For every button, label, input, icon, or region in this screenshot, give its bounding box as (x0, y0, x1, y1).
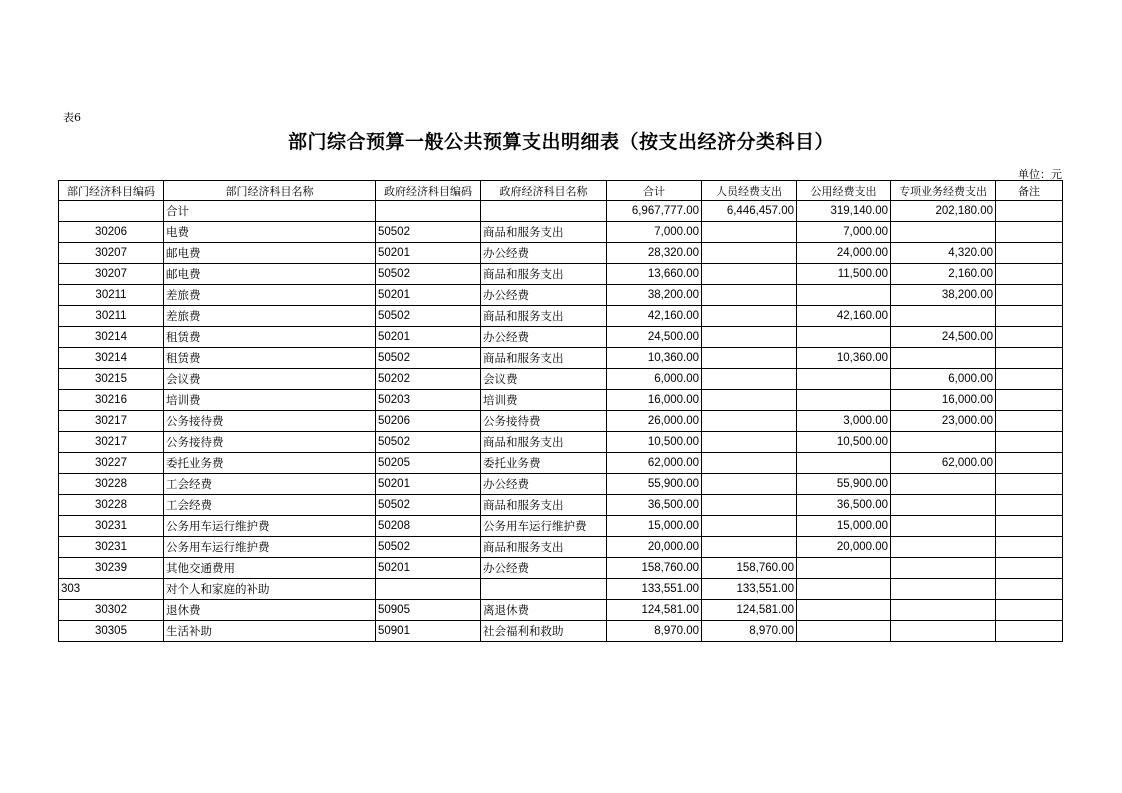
gov-name-cell: 办公经费 (481, 474, 607, 495)
special-cell (891, 348, 996, 369)
total-cell: 158,760.00 (607, 558, 702, 579)
remarks-cell (996, 516, 1063, 537)
gov-code-cell: 50502 (376, 348, 481, 369)
public-cell: 11,500.00 (797, 264, 891, 285)
total-cell: 124,581.00 (607, 600, 702, 621)
special-cell: 62,000.00 (891, 453, 996, 474)
dept-name-cell: 对个人和家庭的补助 (164, 579, 376, 600)
gov-name-cell: 商品和服务支出 (481, 537, 607, 558)
dept-code-cell: 30228 (59, 495, 164, 516)
header-gov-name: 政府经济科目名称 (481, 181, 607, 201)
remarks-cell (996, 243, 1063, 264)
special-cell: 6,000.00 (891, 369, 996, 390)
gov-name-cell: 办公经费 (481, 243, 607, 264)
remarks-cell (996, 537, 1063, 558)
table-body (59, 201, 1063, 642)
table-row (59, 453, 1063, 474)
remarks-cell (996, 306, 1063, 327)
personnel-cell (702, 306, 797, 327)
dept-name-cell: 租赁费 (164, 327, 376, 348)
special-cell (891, 621, 996, 642)
table-row (59, 537, 1063, 558)
dept-name-cell: 差旅费 (164, 285, 376, 306)
header-remarks: 备注 (996, 181, 1063, 201)
remarks-cell (996, 600, 1063, 621)
header-public: 公用经费支出 (797, 181, 891, 201)
gov-code-cell: 50203 (376, 390, 481, 411)
dept-code-cell: 30305 (59, 621, 164, 642)
personnel-cell (702, 495, 797, 516)
table-row (59, 348, 1063, 369)
gov-code-cell: 50201 (376, 285, 481, 306)
gov-code-cell: 50901 (376, 621, 481, 642)
public-cell: 24,000.00 (797, 243, 891, 264)
special-cell (891, 474, 996, 495)
special-cell: 38,200.00 (891, 285, 996, 306)
special-cell (891, 432, 996, 453)
gov-name-cell: 社会福利和救助 (481, 621, 607, 642)
gov-code-cell: 50201 (376, 558, 481, 579)
gov-name-cell: 商品和服务支出 (481, 348, 607, 369)
gov-code-cell: 50206 (376, 411, 481, 432)
gov-code-cell: 50502 (376, 495, 481, 516)
remarks-cell (996, 495, 1063, 516)
public-cell: 3,000.00 (797, 411, 891, 432)
gov-name-cell: 办公经费 (481, 558, 607, 579)
dept-code-cell: 30217 (59, 411, 164, 432)
table-header-row (59, 181, 1063, 201)
header-special: 专项业务经费支出 (891, 181, 996, 201)
personnel-cell: 6,446,457.00 (702, 201, 797, 222)
gov-code-cell (376, 579, 481, 600)
public-cell (797, 558, 891, 579)
total-cell: 8,970.00 (607, 621, 702, 642)
total-row (59, 201, 1063, 222)
dept-name-cell: 其他交通费用 (164, 558, 376, 579)
public-cell (797, 600, 891, 621)
gov-name-cell: 培训费 (481, 390, 607, 411)
personnel-cell (702, 390, 797, 411)
special-cell: 4,320.00 (891, 243, 996, 264)
remarks-cell (996, 558, 1063, 579)
remarks-cell (996, 432, 1063, 453)
gov-name-cell: 办公经费 (481, 327, 607, 348)
table-row (59, 558, 1063, 579)
special-cell (891, 306, 996, 327)
table-row (59, 222, 1063, 243)
gov-name-cell: 商品和服务支出 (481, 264, 607, 285)
personnel-cell (702, 327, 797, 348)
table-row (59, 621, 1063, 642)
dept-code-cell: 30207 (59, 264, 164, 285)
dept-code-cell (59, 201, 164, 222)
gov-code-cell: 50208 (376, 516, 481, 537)
table-row (59, 306, 1063, 327)
personnel-cell (702, 537, 797, 558)
table-row (59, 264, 1063, 285)
special-cell (891, 579, 996, 600)
public-cell: 42,160.00 (797, 306, 891, 327)
total-cell: 133,551.00 (607, 579, 702, 600)
public-cell (797, 621, 891, 642)
personnel-cell: 124,581.00 (702, 600, 797, 621)
gov-name-cell (481, 579, 607, 600)
special-cell: 24,500.00 (891, 327, 996, 348)
remarks-cell (996, 474, 1063, 495)
gov-name-cell: 会议费 (481, 369, 607, 390)
total-cell: 28,320.00 (607, 243, 702, 264)
gov-name-cell (481, 201, 607, 222)
dept-name-cell: 邮电费 (164, 243, 376, 264)
dept-name-cell: 差旅费 (164, 306, 376, 327)
table-row (59, 516, 1063, 537)
gov-code-cell: 50201 (376, 327, 481, 348)
header-total: 合计 (607, 181, 702, 201)
gov-name-cell: 离退休费 (481, 600, 607, 621)
remarks-cell (996, 201, 1063, 222)
total-cell: 10,500.00 (607, 432, 702, 453)
gov-name-cell: 公务用车运行维护费 (481, 516, 607, 537)
total-cell: 36,500.00 (607, 495, 702, 516)
gov-name-cell: 商品和服务支出 (481, 495, 607, 516)
remarks-cell (996, 222, 1063, 243)
personnel-cell: 8,970.00 (702, 621, 797, 642)
dept-name-cell: 培训费 (164, 390, 376, 411)
dept-name-cell: 公务用车运行维护费 (164, 537, 376, 558)
special-cell (891, 537, 996, 558)
dept-name-cell: 邮电费 (164, 264, 376, 285)
dept-name-cell: 公务接待费 (164, 411, 376, 432)
public-cell: 55,900.00 (797, 474, 891, 495)
total-cell: 7,000.00 (607, 222, 702, 243)
dept-name-cell: 生活补助 (164, 621, 376, 642)
public-cell (797, 390, 891, 411)
public-cell: 15,000.00 (797, 516, 891, 537)
total-cell: 62,000.00 (607, 453, 702, 474)
dept-name-cell: 公务用车运行维护费 (164, 516, 376, 537)
table-row (59, 369, 1063, 390)
dept-code-cell: 30211 (59, 306, 164, 327)
dept-name-cell: 公务接待费 (164, 432, 376, 453)
dept-code-cell: 30216 (59, 390, 164, 411)
gov-code-cell: 50201 (376, 243, 481, 264)
total-cell: 20,000.00 (607, 537, 702, 558)
public-cell: 10,500.00 (797, 432, 891, 453)
remarks-cell (996, 348, 1063, 369)
personnel-cell: 133,551.00 (702, 579, 797, 600)
header-dept-name: 部门经济科目名称 (164, 181, 376, 201)
table-row (59, 432, 1063, 453)
remarks-cell (996, 264, 1063, 285)
personnel-cell (702, 285, 797, 306)
total-cell: 15,000.00 (607, 516, 702, 537)
unit-label: 单位：元 (1018, 168, 1062, 181)
gov-code-cell: 50202 (376, 369, 481, 390)
total-cell: 16,000.00 (607, 390, 702, 411)
gov-code-cell: 50502 (376, 432, 481, 453)
header-dept-code: 部门经济科目编码 (59, 181, 164, 201)
dept-name-cell: 退休费 (164, 600, 376, 621)
total-cell: 10,360.00 (607, 348, 702, 369)
dept-code-cell: 30214 (59, 348, 164, 369)
table-row (59, 411, 1063, 432)
personnel-cell (702, 516, 797, 537)
special-cell (891, 600, 996, 621)
total-cell: 38,200.00 (607, 285, 702, 306)
dept-code-cell: 30206 (59, 222, 164, 243)
gov-code-cell: 50502 (376, 222, 481, 243)
personnel-cell (702, 369, 797, 390)
dept-name-cell: 合计 (164, 201, 376, 222)
remarks-cell (996, 390, 1063, 411)
total-cell: 55,900.00 (607, 474, 702, 495)
dept-code-cell: 30227 (59, 453, 164, 474)
personnel-cell (702, 432, 797, 453)
total-cell: 6,967,777.00 (607, 201, 702, 222)
dept-code-cell: 30231 (59, 537, 164, 558)
personnel-cell: 158,760.00 (702, 558, 797, 579)
remarks-cell (996, 579, 1063, 600)
personnel-cell (702, 264, 797, 285)
public-cell (797, 453, 891, 474)
gov-name-cell: 商品和服务支出 (481, 432, 607, 453)
special-cell (891, 222, 996, 243)
personnel-cell (702, 411, 797, 432)
public-cell: 7,000.00 (797, 222, 891, 243)
public-cell (797, 327, 891, 348)
personnel-cell (702, 348, 797, 369)
special-cell (891, 495, 996, 516)
dept-code-cell: 30302 (59, 600, 164, 621)
remarks-cell (996, 285, 1063, 306)
special-cell: 2,160.00 (891, 264, 996, 285)
table-row (59, 243, 1063, 264)
dept-code-cell: 30239 (59, 558, 164, 579)
remarks-cell (996, 369, 1063, 390)
gov-code-cell: 50205 (376, 453, 481, 474)
dept-code-cell: 30228 (59, 474, 164, 495)
gov-code-cell: 50502 (376, 306, 481, 327)
public-cell: 36,500.00 (797, 495, 891, 516)
dept-name-cell: 租赁费 (164, 348, 376, 369)
table-row (59, 474, 1063, 495)
table-row (59, 327, 1063, 348)
dept-name-cell: 会议费 (164, 369, 376, 390)
gov-name-cell: 公务接待费 (481, 411, 607, 432)
total-cell: 24,500.00 (607, 327, 702, 348)
total-cell: 6,000.00 (607, 369, 702, 390)
table-row (59, 285, 1063, 306)
dept-code-cell: 303 (59, 579, 164, 600)
table-row (59, 579, 1063, 600)
public-cell: 319,140.00 (797, 201, 891, 222)
dept-code-cell: 30207 (59, 243, 164, 264)
personnel-cell (702, 243, 797, 264)
personnel-cell (702, 222, 797, 243)
public-cell (797, 285, 891, 306)
dept-code-cell: 30231 (59, 516, 164, 537)
remarks-cell (996, 621, 1063, 642)
total-cell: 26,000.00 (607, 411, 702, 432)
gov-name-cell: 商品和服务支出 (481, 306, 607, 327)
gov-code-cell: 50502 (376, 537, 481, 558)
public-cell (797, 579, 891, 600)
remarks-cell (996, 411, 1063, 432)
special-cell: 202,180.00 (891, 201, 996, 222)
remarks-cell (996, 327, 1063, 348)
dept-code-cell: 30217 (59, 432, 164, 453)
dept-code-cell: 30214 (59, 327, 164, 348)
gov-code-cell: 50201 (376, 474, 481, 495)
dept-code-cell: 30211 (59, 285, 164, 306)
budget-table (58, 180, 1063, 642)
special-cell (891, 516, 996, 537)
header-personnel: 人员经费支出 (702, 181, 797, 201)
page-title: 部门综合预算一般公共预算支出明细表（按支出经济分类科目） (287, 131, 834, 153)
dept-code-cell: 30215 (59, 369, 164, 390)
table-row (59, 390, 1063, 411)
gov-name-cell: 商品和服务支出 (481, 222, 607, 243)
gov-name-cell: 委托业务费 (481, 453, 607, 474)
gov-code-cell (376, 201, 481, 222)
gov-code-cell: 50905 (376, 600, 481, 621)
special-cell: 23,000.00 (891, 411, 996, 432)
table-row (59, 600, 1063, 621)
table-number-label: 表6 (63, 111, 81, 124)
table-row (59, 495, 1063, 516)
remarks-cell (996, 453, 1063, 474)
dept-name-cell: 委托业务费 (164, 453, 376, 474)
public-cell: 10,360.00 (797, 348, 891, 369)
dept-name-cell: 电费 (164, 222, 376, 243)
gov-code-cell: 50502 (376, 264, 481, 285)
dept-name-cell: 工会经费 (164, 474, 376, 495)
public-cell (797, 369, 891, 390)
dept-name-cell: 工会经费 (164, 495, 376, 516)
total-cell: 42,160.00 (607, 306, 702, 327)
personnel-cell (702, 453, 797, 474)
total-cell: 13,660.00 (607, 264, 702, 285)
header-gov-code: 政府经济科目编码 (376, 181, 481, 201)
special-cell (891, 558, 996, 579)
gov-name-cell: 办公经费 (481, 285, 607, 306)
personnel-cell (702, 474, 797, 495)
special-cell: 16,000.00 (891, 390, 996, 411)
public-cell: 20,000.00 (797, 537, 891, 558)
